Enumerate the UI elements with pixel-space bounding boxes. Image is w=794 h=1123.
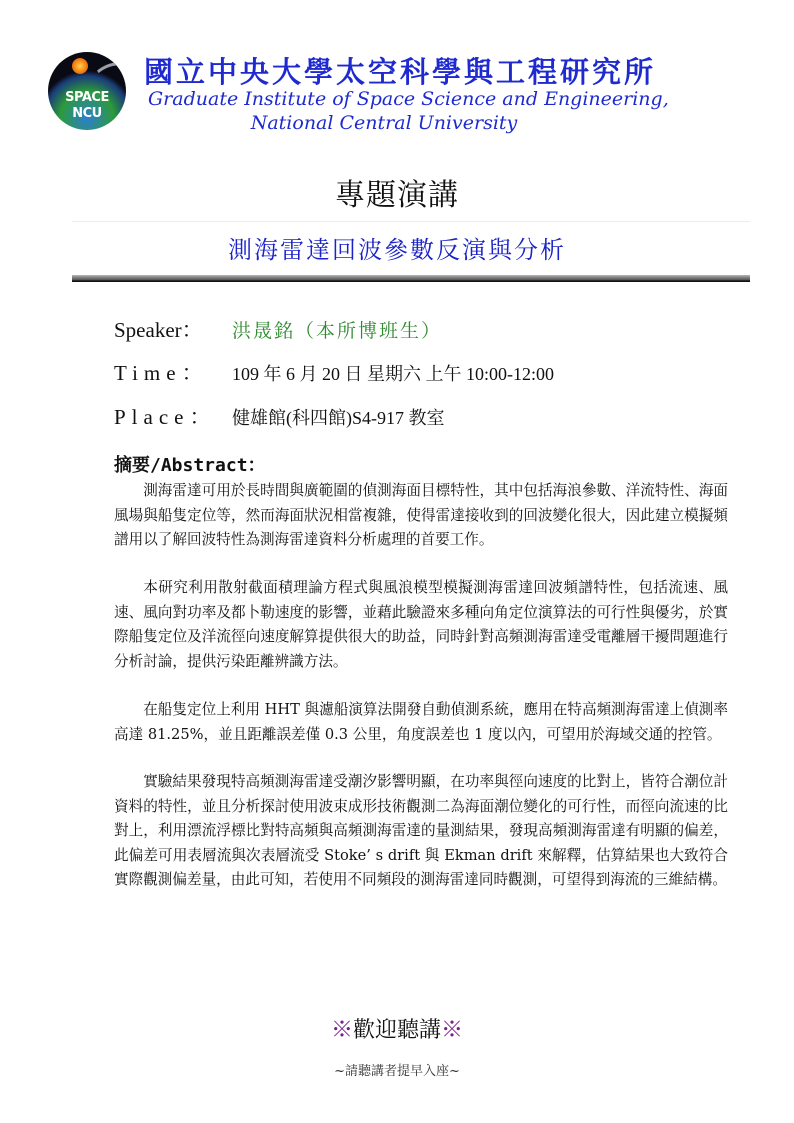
time-row [114,357,554,387]
welcome-banner [0,1013,794,1044]
talk-title: 測海雷達回波參數反演與分析 [228,236,566,264]
place-row [114,401,445,431]
logo-text-space: SPACE [65,90,109,105]
logo-text-ncu: NCU [72,106,102,121]
divider-thin [72,221,750,222]
abstract-paragraph: 測海雷達可用於長時間與廣範圍的偵測海面目標特性，其中包括海浪參數、洋流特性、海面風場與船隻定位等，然而海面狀況相當複雜，使得雷達接收到的回波變化很大，因此建立模擬頻譜用以了解回波特性為測海雷達資料分析處理的首要工作。 [114,482,728,548]
place-value: 健雄館(科四館)S4-917 教室 [232,408,445,428]
speaker-value: 洪晟銘（本所博班生） [232,321,443,342]
space-ncu-logo [48,52,126,130]
sun-graphic [72,58,88,74]
page-title: 專題演講 [335,178,459,213]
abstract-paragraph: 實驗結果發現特高頻測海雷達受潮汐影響明顯，在功率與徑向速度的比對上，皆符合潮位計資料的特性，並且分析探討使用波束成形技術觀測二為海面潮位變化的可行性，而徑向流速的比對上，利用漂流浮標比對特高頻與高頻測海雷達的量測結果，發現高頻測海雷達有明顯的偏差，此偏差可用表層流與次表層流受 Stoke’ s drift 與 Ekman drift 來解釋，估算結果也大致符合實際觀測偏差量，由此可知，若使用不同頻段的測海雷達同時觀測，可望得到海流的三維結構。 [114,773,728,888]
seating-note: ~請聽講者提早入座~ [334,1064,460,1079]
place-label: Place： [114,405,217,429]
time-label: Time： [114,361,209,385]
divider-thick [72,275,750,282]
speaker-label: Speaker： [114,318,203,342]
abstract-heading: 摘要/Abstract： [114,455,266,476]
welcome-text: 歡迎聽講 [352,1018,441,1043]
speaker-row [114,314,442,344]
abstract-paragraph: 本研究利用散射截面積理論方程式與風浪模型模擬測海雷達回波頻譜特性，包括流速、風速、風向對功率及都卜勒速度的影響，並藉此驗證來多種向角定位演算法的可行性與優劣，於實際船隻定位及洋流徑向速度解算提供很大的助益，同時針對高頻測海雷達受電離層干擾問題進行分析討論，提供污染距離辨識方法。 [114,579,728,670]
reference-mark-icon: ※ [330,1018,353,1043]
abstract-paragraph: 在船隻定位上利用 HHT 與濾船演算法開發自動偵測系統，應用在特高頻測海雷達上偵測率高達 81.25%，並且距離誤差僅 0.3 公里，角度誤差也 1 度以內，可望用於海域交通的控管。 [114,701,728,743]
institute-name-zh: 國立中央大學太空科學與工程研究所 [144,55,657,89]
university-name-en: National Central University [250,112,518,134]
time-value: 109 年 6 月 20 日 星期六 上午 10:00-12:00 [232,364,554,384]
reference-mark-icon: ※ [441,1018,464,1043]
institute-name-en: Graduate Institute of Space Science and Engineering, [148,88,669,110]
